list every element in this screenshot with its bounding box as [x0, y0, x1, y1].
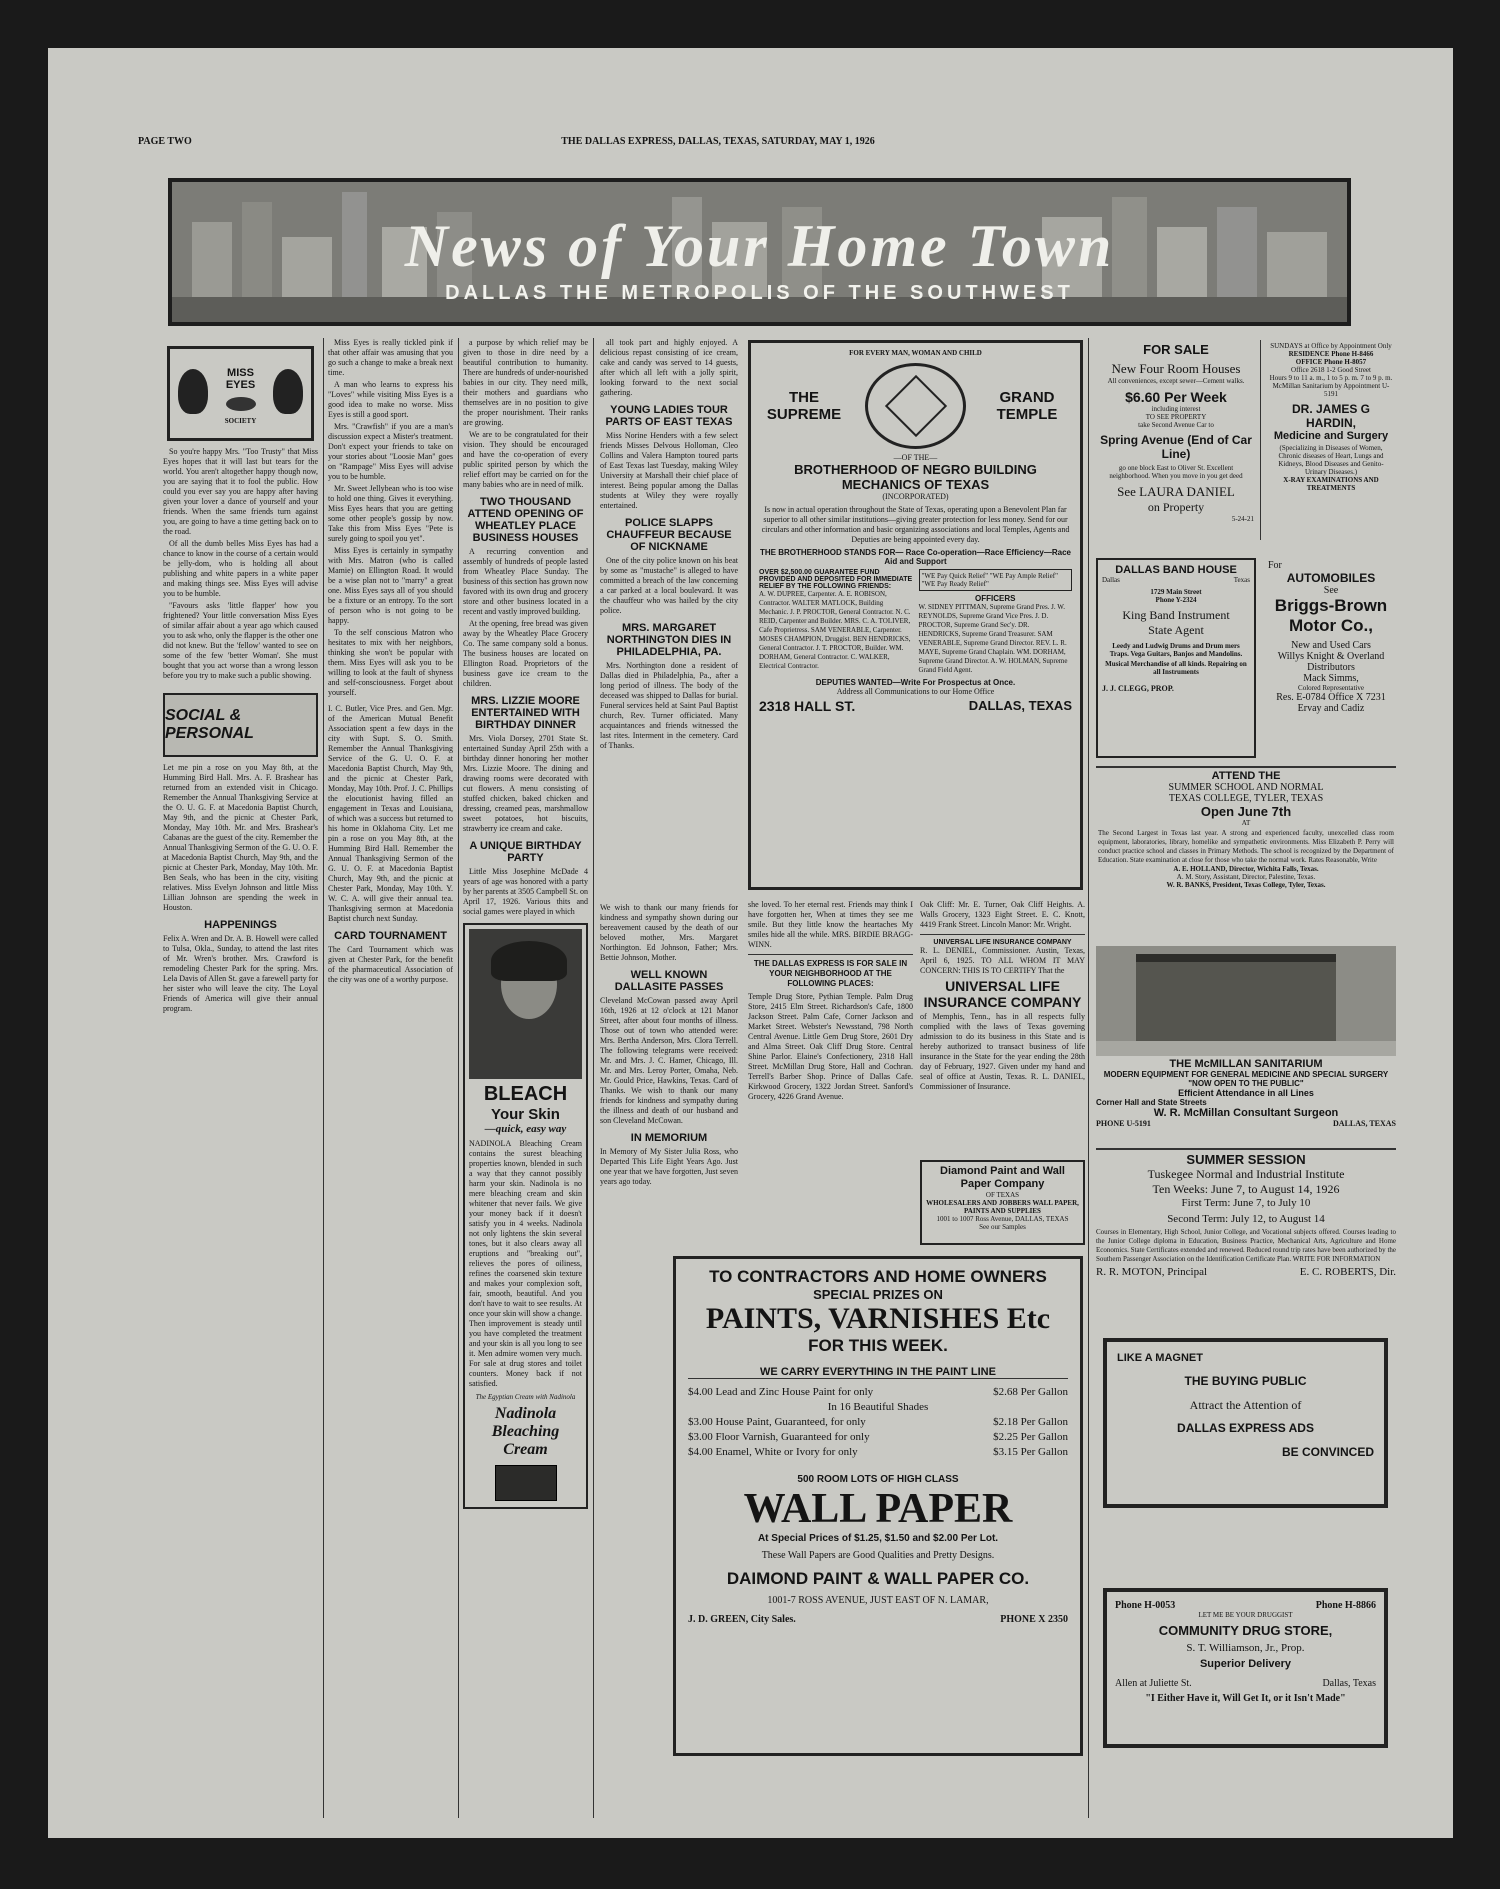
- column-paragraph: A recurring convention and assembly of hundreds of people lasted from Wheatley Place Sunday. The business of this section has grown now favored with its own drug and grocery store and other business located in a recent and vastly improved building.: [463, 547, 588, 616]
- paint-ad-line-1: TO CONTRACTORS AND HOME OWNERS: [709, 1267, 1047, 1286]
- texas-college-ad: [1096, 766, 1396, 941]
- bleach-title: BLEACH: [483, 1083, 568, 1105]
- paint-item-price: $3.15 Per Gallon: [993, 1446, 1068, 1458]
- band-line-2: State Agent: [1148, 623, 1204, 637]
- briggs-automobiles: AUTOMOBILES: [1286, 571, 1376, 585]
- in-memorium-heading: IN MEMORIUM: [630, 1132, 708, 1144]
- temple-city: DALLAS, TEXAS: [968, 698, 1072, 713]
- college-line-1: ATTEND THE: [1211, 770, 1281, 782]
- card-of-thanks: We wish to thank our many friends for kindness and sympathy shown during our bereavement caused by the death of our beloved mother, Mrs. Margaret Northington. Ed Johnson, Father; Mrs. Bettie Johnson, Mother.: [600, 903, 738, 962]
- band-city-right: Texas: [1233, 576, 1250, 584]
- band-phone: Phone Y-2324: [1155, 596, 1197, 604]
- miss-eyes-box: [167, 346, 314, 441]
- mcmillan-line-4: Corner Hall and State Streets: [1096, 1098, 1207, 1107]
- nadinola-ad: [463, 923, 588, 1509]
- band-title: DALLAS BAND HOUSE: [1115, 564, 1237, 576]
- in-memorium-text: In Memory of My Sister Julia Ross, who Departed This Life Eight Years Ago. Just one year that we have forgotten, Just seven years ago today.: [600, 1147, 738, 1186]
- column-paragraph: A man who learns to express his "Loves" while visiting Miss Eyes is a good idea to make no worse. Miss Eyes is still a good sport.: [328, 380, 453, 419]
- for-sale-line-8: go one block East to Oliver St. Excellent neighborhood. When you move in you get deed: [1109, 464, 1243, 480]
- for-sale-line-2: All conveniences, except sewer—Cement walks.: [1107, 377, 1245, 385]
- briggs-line-6: Res. E-0784 Office X 7231: [1276, 692, 1386, 703]
- silhouette-left-icon: [178, 369, 208, 414]
- paint-item-price: $2.18 Per Gallon: [993, 1416, 1068, 1428]
- tuskegee-line-5: Second Term: July 12, to August 14: [1167, 1213, 1325, 1225]
- hardin-line-3: OFFICE Phone H-8057: [1295, 358, 1367, 366]
- bleach-text: NADINOLA Bleaching Cream contains the surest bleaching properties known, blended in such a way that they cannot possibly harm your skin. Nadinola is no mere bleaching cream and skin whitener that never fails. We give your money back if it doesn't satisfy you in 4 weeks. Nadinola not only lightens the skin several tones, but it also clears away all eruptions and "breaking out", relieves the pores of oiliness, refines the coarsened skin texture and makes your complexion soft, fair, smooth, beautiful. And you don't have to wait to see results. At once your skin will show a change. Then improvement is steady until you have completed the treatment and your skin is all you long to see it. Men admire women very much. For sale at drug stores and toilet counters. Money back if not satisfied.: [469, 1139, 582, 1388]
- hardin-description: (Specializing in Diseases of Women, Chronic diseases of Heart, Lungs and Kidneys, Blood Diseases and Genito-Urinary Diseases.): [1278, 444, 1384, 476]
- paint-phone: PHONE X 2350: [1000, 1614, 1068, 1625]
- for-sale-line-1: New Four Room Houses: [1111, 361, 1241, 376]
- briggs-name-2: Motor Co.,: [1288, 616, 1374, 635]
- express-sale-list: Temple Drug Store, Pythian Temple. Palm Drug Store, 2415 Elm Street. Richardson's Cafe, 1800 Jackson Street. Palm Cafe, Corner Jackson and Market Street. Webster's Newsstand, 798 North Central Avenue. Little Gem Drug Store, 2601 Dry and Alma Street. Oak Cliff Drug Store. Central Shine Parlor. Elaine's Confectionery, 2318 Hall Street. McMillan Drug Store, Hall and Cochran. Terrell's Barber Shop. Prince of Dallas Cafe. Kirkwood Grocery, 1322 Jordan Street. Sanford's Grocery, 4226 Grand Avenue.: [748, 992, 913, 1101]
- paint-ad-line-2: SPECIAL PRIZES ON: [813, 1287, 943, 1302]
- college-holland: A. E. HOLLAND, Director, Wichita Falls, Texas.: [1173, 865, 1319, 873]
- briggs-line-7: Ervay and Cadiz: [1297, 703, 1365, 714]
- column-paragraph: Miss Norine Henders with a few select friends Misses Delvous Holloman, Cleo Collins and Valera Hampton toured parts of East Texas last Tuesday, making Wiley University at Marshall their chief place of interest. Being popular among the Dallas students at Wiley they were royally entertained.: [600, 431, 738, 510]
- hardin-line-5: Hours 9 to 11 a. m., 1 to 5 p. m. 7 to 9 p. m.: [1269, 374, 1393, 382]
- paint-item-desc: $3.00 Floor Varnish, Guaranteed for only: [688, 1431, 870, 1443]
- drug-let: LET ME BE YOUR DRUGGIST: [1198, 1611, 1293, 1619]
- college-story: A. M. Story, Assistant, Director, Palestine, Texas.: [1176, 873, 1316, 881]
- article-headline: MRS. MARGARET NORTHINGTON DIES IN PHILADELPHIA, PA.: [606, 622, 732, 658]
- magnet-line-4: DALLAS EXPRESS ADS: [1177, 1421, 1314, 1435]
- temple-address-line: Address all Communications to our Home Office: [836, 687, 995, 696]
- band-house-ad: [1096, 558, 1256, 758]
- drug-slogan: "I Either Have it, Will Get It, or it Isn't Made": [1145, 1693, 1346, 1704]
- sanitarium-building-photo: [1096, 946, 1396, 1056]
- briggs-line-3: Distributors: [1307, 662, 1355, 673]
- temple-stands-for: THE BROTHERHOOD STANDS FOR— Race Co-operation—Race Efficiency—Race Aid and Support: [759, 548, 1071, 566]
- express-sale-title: THE DALLAS EXPRESS IS FOR SALE IN YOUR NEIGHBORHOOD AT THE FOLLOWING PLACES:: [753, 959, 908, 988]
- mcmillan-line-3: Efficient Attendance in all Lines: [1178, 1088, 1314, 1098]
- hardin-line-4: Office 2618 1-2 Good Street: [1291, 366, 1371, 374]
- diamond-title: Diamond Paint and Wall Paper Company: [940, 1165, 1065, 1190]
- paint-item-desc: $3.00 House Paint, Guaranteed, for only: [688, 1416, 866, 1428]
- paint-item-desc: $4.00 Enamel, White or Ivory for only: [688, 1446, 858, 1458]
- drug-address-right: Dallas, Texas: [1322, 1678, 1376, 1689]
- hardin-line-2: RESIDENCE Phone H-8466: [1288, 350, 1374, 358]
- universal-name: UNIVERSAL LIFE INSURANCE COMPANY: [923, 978, 1082, 1010]
- mcmillan-line-5: W. R. McMillan Consultant Surgeon: [1153, 1107, 1339, 1119]
- column-1: [163, 338, 318, 1818]
- article-headline: YOUNG LADIES TOUR PARTS OF EAST TEXAS: [605, 404, 733, 428]
- column-paragraph: Little Miss Josephine McDade 4 years of age was honored with a party by her parents at 3505 Campbell St. on April 17, 1926. Various thits and social games were played in which: [463, 867, 588, 916]
- hardin-xray: X-RAY EXAMINATIONS AND TREATMENTS: [1283, 476, 1379, 492]
- mcmillan-line-1: MODERN EQUIPMENT FOR GENERAL MEDICINE AND SPECIAL SURGERY: [1103, 1070, 1389, 1079]
- paint-item-desc: $4.00 Lead and Zinc House Paint for only: [688, 1386, 874, 1398]
- magnet-ad: [1103, 1338, 1388, 1508]
- column-rule: [1260, 340, 1261, 540]
- column-6-lower: [920, 900, 1085, 1150]
- nadinola-logo: Nadinola Bleaching Cream: [491, 1405, 560, 1458]
- masthead-line: [138, 136, 1298, 147]
- temple-friends-list: A. W. DUPREE, Carpenter. A. E. ROBISON, Contractor. WALTER MATLOCK, Building Mechanic. J. P. PROCTOR, General Contractor. N. C. REID, Carpenter and Builder. MRS. C. A. TOLIVER, Cafe Proprietress. SAM VENERABLE, Carpenter. MOSES CHAMPION, Druggist. BEN HENDRICKS, General Contractor. J. T. PROCTOR, Builder. WM. DORHAM, General Contractor. C. WALKER, Electrical Contractor.: [759, 590, 911, 670]
- tuskegee-moton: R. R. MOTON, Principal: [1096, 1266, 1208, 1278]
- column-paragraph: Cleveland McCowan passed away April 16th, 1926 at 12 o'clock at 121 Manor Street, after about four months of illness. Those out of town who attended were: Mrs. Bertha Anderson, Mrs. Clora Terrell. The following telegrams were received: Mr. and Mrs. J. C. Hamer, Chicago, Ill. Mr. and Mrs. Leroy Porter, Omaha, Neb. Mr. Gould Price, Hawkins, Texas. Card of Thanks. We wish to thank our many friends for kindness and sympathy during the illness and death of our husband and son Cleveland McCowan.: [600, 996, 738, 1125]
- paint-item-price: $2.68 Per Gallon: [993, 1386, 1068, 1398]
- article-headline: MRS. LIZZIE MOORE ENTERTAINED WITH BIRTHDAY DINNER: [471, 695, 580, 731]
- miss-eyes-title: MISS EYES: [225, 367, 256, 391]
- column-paragraph: Mr. Sweet Jellybean who is too wise to hold one thing. Gives it everything. Miss Eyes hears that you are getting some other people's gossip by now. Take this from Miss Eyes "Pete is surely going to spoil you yet".: [328, 484, 453, 543]
- card-tournament-text: The Card Tournament which was given at Chester Park, for the benefit of the pharmaceutical Association of the city was one of a worthy purpose.: [328, 945, 453, 984]
- temple-slogans: "WE Pay Quick Relief" "WE Pay Ample Relief" "WE Pay Ready Relief": [919, 569, 1073, 591]
- column-paragraph: One of the city police known on his beat by some as "mustache" is alleged to have committed a breach of the law concerning a car parked at a local boulevard. It was the chauffeur who was hailed by the city police.: [600, 556, 738, 615]
- college-line-3: TEXAS COLLEGE, TYLER, TEXAS: [1168, 793, 1324, 804]
- hardin-name: DR. JAMES G HARDIN,: [1291, 402, 1370, 430]
- paint-company-name: DAIMOND PAINT & WALL PAPER CO.: [726, 1569, 1030, 1588]
- page-number: PAGE TWO: [138, 136, 192, 147]
- paint-ad-line-4: FOR THIS WEEK.: [808, 1336, 948, 1355]
- paint-address: 1001-7 ROSS AVENUE, JUST EAST OF N. LAMAR,: [767, 1595, 989, 1606]
- drug-phone-left: Phone H-0053: [1115, 1600, 1176, 1611]
- paints-varnishes-ad: [673, 1256, 1083, 1756]
- diamond-of: OF TEXAS: [985, 1191, 1020, 1199]
- temple-officers-list: W. SIDNEY PITTMAN, Supreme Grand Pres. J. W. REYNOLDS, Supreme Grand Vice Pres. J. D. PROCTOR, Supreme Grand Sec'y. DR. HENDRICKS, Supreme Grand Treasurer. SAM VENERABLE, Supreme Grand Director. REV. L. R. MAYE, Supreme Grand Chaplain. WM. DORHAM, Supreme Grand Director. A. W. HOLMAN, Supreme Grand Field Agent.: [918, 603, 1068, 674]
- bleach-tagline: —quick, easy way: [484, 1123, 567, 1135]
- column-rule: [1088, 338, 1089, 1818]
- hardin-line-6: McMillan Sanitarium by Appointment U-5191: [1272, 382, 1390, 398]
- article-headline: A UNIQUE BIRTHDAY PARTY: [469, 840, 582, 864]
- social-personal-heading-box: [163, 693, 318, 757]
- band-line-4: Musical Merchandise of all kinds. Repairing on all Instruments: [1105, 660, 1247, 676]
- column-paragraph: Miss Eyes is really tickled pink if that other affair was amusing that you go such a change to make a break next time.: [328, 338, 453, 377]
- for-sale-date: 5-24-21: [1231, 515, 1254, 523]
- mcmillan-title: THE McMILLAN SANITARIUM: [1169, 1058, 1323, 1070]
- temple-guarantee: OVER $2,500.00 GUARANTEE FUND PROVIDED AND DEPOSITED FOR IMMEDIATE RELIEF BY THE FOLLOWING FRIENDS:: [759, 569, 913, 590]
- drug-superior: Superior Delivery: [1199, 1658, 1292, 1670]
- column-rule: [593, 338, 594, 1818]
- briggs-line-2: Willys Knight & Overland: [1277, 651, 1385, 662]
- happenings-heading: HAPPENINGS: [204, 919, 277, 931]
- column-5-lower: [748, 900, 913, 1235]
- paint-price-row: [688, 1415, 1068, 1430]
- temple-of: —OF THE—: [893, 453, 938, 462]
- temple-org-name: BROTHERHOOD OF NEGRO BUILDING MECHANICS OF TEXAS: [794, 462, 1037, 492]
- column-rule: [323, 338, 324, 1818]
- briggs-see: See: [1323, 585, 1339, 596]
- hardin-ad: [1266, 340, 1396, 550]
- paint-ad-line-3: PAINTS, VARNISHES Etc: [705, 1302, 1051, 1335]
- column-paragraph: all took part and highly enjoyed. A delicious repast consisting of ice cream, cake and candy was served to 14 guests, after which all left with a jolly spirit, looking forward to the next social gathering.: [600, 338, 738, 397]
- wall-paper-title: WALL PAPER: [743, 1486, 1013, 1532]
- column-paragraph: Mrs. "Crawfish" if you are a man's discussion expect a Mister's treatment. Don't expect your friends to take on your stories about "Loosie Man" goes on "Rampage" Miss Eyes will advise you to be humble.: [328, 422, 453, 481]
- paint-ad-line-5: WE CARRY EVERYTHING IN THE PAINT LINE: [688, 1366, 1068, 1379]
- column-paragraph: Of all the dumb belles Miss Eyes has had a chance to know in the course of a certain would be jelly-dom, who is holding all about publishing and white papers in a white paper and making things see. Miss Eyes will advise you to be humble.: [163, 539, 318, 598]
- band-line-1: King Band Instrument: [1122, 608, 1230, 622]
- drug-phone-right: Phone H-8866: [1315, 1600, 1376, 1611]
- universal-text: R. L. DENIEL, Commissioner. Austin, Texas, April 6, 1925. TO ALL WHOM IT MAY CONCERN: THIS IS TO CERTIFY That the: [920, 946, 1085, 975]
- paint-price-list: [688, 1385, 1068, 1460]
- temple-description: Is now in actual operation throughout the State of Texas, operating upon a Benevolent Plan far superior to all other similar institutions—giving greater protection for less money. Send for our circulars and other information and basic organizing associations and local Temples, Agents and Deputies are being appointed every day.: [761, 505, 1070, 544]
- bleach-title-2: Your Skin: [491, 1106, 560, 1123]
- article-headline: WELL KNOWN DALLASITE PASSES: [614, 969, 724, 993]
- for-sale-line-5: TO SEE PROPERTY: [1145, 413, 1207, 421]
- temple-left-text: THE SUPREME: [766, 389, 842, 423]
- masthead: THE DALLAS EXPRESS, DALLAS, TEXAS, SATURDAY, MAY 1, 1926: [561, 136, 875, 147]
- tuskegee-description: Courses in Elementary, High School, Junior College, and Vocational subjects offered. Courses leading to the Junior College diploma in Education, Business Practice, Mechanical Arts, Agriculture and Home Economics. State Certificates extended and renewed. Reduced round trip rates have been authorized by the Southern Passenger Association on the Identification Certificate Plan. WRITE FOR INFORMATION: [1096, 1228, 1396, 1263]
- temple-incorporated: (INCORPORATED): [882, 492, 949, 501]
- column-rule: [458, 338, 459, 1818]
- hometown-banner: [168, 178, 1351, 326]
- for-sale-price: $6.60 Per Week: [1125, 389, 1227, 405]
- tuskegee-line-4: First Term: June 7, to July 10: [1181, 1197, 1311, 1209]
- temple-right-text: GRAND TEMPLE: [996, 389, 1058, 423]
- column-paragraph: "Favours asks 'little flapper' how you frightened? Your little conversation Miss Eyes of similar affair about a year ago which caused you to ask who, only the flapper is the other one did not knew. But the 'fellow' wanted to see on some of the few 'better Woman'. She must bought that you act worse than a wrong lesson before you try to make such a public showing.: [163, 601, 318, 680]
- magnet-line-2: THE BUYING PUBLIC: [1184, 1374, 1307, 1388]
- tuskegee-line-2: Tuskegee Normal and Industrial Institute: [1147, 1167, 1345, 1181]
- tuskegee-line-3: Ten Weeks: June 7, to August 14, 1926: [1152, 1182, 1340, 1196]
- magnet-line-3: Attract the Attention of: [1189, 1398, 1302, 1412]
- for-sale-line-7: Spring Avenue (End of Car Line): [1100, 433, 1252, 461]
- band-city-left: Dallas: [1102, 576, 1120, 584]
- band-address: 1729 Main Street: [1150, 588, 1202, 596]
- article-headline: POLICE SLAPPS CHAUFFEUR BECAUSE OF NICKNAME: [606, 517, 732, 553]
- universal-text-2: of Memphis, Tenn., has in all respects fully complied with the laws of Texas governing admission to do its business in this State and is hereby authorized to transact business of life insurance in the State for the year ending the 28th day of February, 1927. Given under my hand and seal of office at Austin, Texas. R. L. DANIEL, Commissioner of Insurance.: [920, 1012, 1085, 1091]
- for-sale-line-4: including interest: [1151, 405, 1201, 413]
- diamond-address: 1001 to 1007 Ross Avenue, DALLAS, TEXAS: [936, 1215, 1069, 1223]
- temple-officers-title: OFFICERS: [975, 594, 1016, 603]
- tuskegee-roberts: E. C. ROBERTS, Dir.: [1299, 1266, 1396, 1278]
- for-sale-line-6: take Second Avenue Car to: [1138, 421, 1214, 429]
- for-sale-ad: [1096, 340, 1256, 550]
- bleach-caption: The Egyptian Cream with Nadinola: [475, 1393, 576, 1401]
- diamond-paint-small-ad: [920, 1160, 1085, 1245]
- college-line-2: SUMMER SCHOOL AND NORMAL: [1168, 782, 1324, 793]
- for-sale-line-10: on Property: [1147, 500, 1205, 514]
- drug-address-left: Allen at Juliette St.: [1115, 1678, 1192, 1689]
- community-drug-ad: [1103, 1588, 1388, 1748]
- college-banks: W. R. BANKS, President, Texas College, Tyler, Texas.: [1166, 881, 1326, 889]
- college-line-5: AT: [1241, 819, 1251, 827]
- hardin-specialty: Medicine and Surgery: [1273, 430, 1389, 442]
- column-paragraph: Mrs. Northington done a resident of Dallas died in Philadelphia, Pa., after a long period of illness. The body of the deceased was shipped to Dallas for burial. Funeral services held at Saint Paul Baptist church, Rev. Turner officiated. Many acquaintances and friends witnessed the last rites. Interment in the cemetery. Card of Thanks.: [600, 661, 738, 750]
- for-sale-title: FOR SALE: [1143, 342, 1209, 357]
- eye-icon: [226, 397, 256, 411]
- temple-deputies: DEPUTIES WANTED—Write For Prospectus at Once.: [815, 678, 1016, 687]
- social-text-continued: I. C. Butler, Vice Pres. and Gen. Mgr. of the American Mutual Benefit Association spent a few days in the city with Supt. S. O. Smith. Remember the Annual Thanksgiving Service of the G. U. O. F. at Macedonia Baptist Church, May 9th, and the picnic at Chester Park, Monday, May 10th. Prof. J. C. Phillips the elocutionist having filled an engagement in Texas and Louisiana, of which was a success but returned to his home in Oklahoma City. Let me pin a rose on you May 8th, at the Humming Bird Hall. Remember the Annual Thanksgiving Sermon of the G. U. O. F. at Macedonia Baptist Church, May 9th, and the picnic at Chester Park, Monday, May 10th. Y. W. C. A. will give their annual tea. Thanksgiving sermon at Macedonia Baptist church next Sunday.: [328, 704, 453, 923]
- cream-jar-icon: [495, 1465, 557, 1501]
- drug-name: COMMUNITY DRUG STORE,: [1158, 1623, 1333, 1638]
- temple-ad: [748, 340, 1083, 890]
- briggs-brown-ad: [1266, 558, 1396, 758]
- tuskegee-ad: [1096, 1148, 1396, 1328]
- briggs-line-1: New and Used Cars: [1291, 640, 1371, 651]
- column-paragraph: We are to be congratulated for their vision. They should be encouraged and have the co-operation of every public spirited person by which the relief effort may be carried on for the many babies who are in need of milk.: [463, 430, 588, 489]
- column-paragraph: To the self conscious Matron who hesitates to mix with her neighbors, thinking she won't be popular with them. Miss Eyes will ask you to be willing to look at the fault of shyness and self-consciousness. Forget about yourself.: [328, 628, 453, 697]
- column-3: [463, 338, 588, 1818]
- column-paragraph: Mrs. Viola Dorsey, 2701 State St. entertained Sunday April 25th with a birthday dinner honoring her mother Mrs. Lizzie Moore. The dining and drawing rooms were decorated with cut flowers. A menu consisting of stuffed chicken, baked chicken and dressing, creamed peas, marshmallow sweet potatoes, hot biscuits, strawberry ice cream and cake.: [463, 734, 588, 833]
- paint-item-desc: In 16 Beautiful Shades: [827, 1401, 929, 1413]
- banner-subtitle: DALLAS THE METROPOLIS OF THE SOUTHWEST: [445, 282, 1074, 304]
- newspaper-page: [48, 48, 1453, 1838]
- temple-top-line: FOR EVERY MAN, WOMAN AND CHILD: [849, 349, 982, 357]
- silhouette-right-icon: [273, 369, 303, 414]
- mcmillan-ad: [1096, 946, 1396, 1141]
- paint-ad-line-9: These Wall Papers are Good Qualities and Pretty Designs.: [761, 1550, 995, 1561]
- paint-sales: J. D. GREEN, City Sales.: [688, 1614, 796, 1625]
- briggs-line-4: Mack Simms,: [1303, 673, 1359, 684]
- social-text: Let me pin a rose on you May 8th, at the Humming Bird Hall. Mrs. A. F. Brashear has returned from an extended visit in Chicago. Remember the Annual Thanksgiving Service at the O. U. G. F. at Macedonia Baptist Church, May 9th, and the picnic at Chester Park, Monday, May 10th. Mr. and Mrs. Brashear's Cabanas are the guest of the city. Remember the Annual Thanksgiving Sermon of the G. U. O. F. at Macedonia Baptist Church, May 9th, and the picnic at Chester Park, Monday, May 10th. Mr. Ben Seals, who has been in the city, visiting relatives. Miss Evelyn Johnson and little Miss Lillian Johnson are spending the week in Houston.: [163, 763, 318, 912]
- woman-portrait-photo: [469, 929, 582, 1079]
- paint-price-row: [688, 1385, 1068, 1400]
- happenings-text: Felix A. Wren and Dr. A. B. Howell were called to Tulsa, Okla., Sunday, to attend the last rites of Mr. Wren's brother. Mrs. Crawford is remodeling Chester Park for the spring. Mrs. Lela Davis of Allen St. gave a farewell party for her sister who will leave the city. The Loyal Friends of America will give their annual program.: [163, 934, 318, 1013]
- tuskegee-line-1: SUMMER SESSION: [1186, 1152, 1306, 1167]
- social-personal-title: SOCIAL & PERSONAL: [165, 707, 254, 742]
- universal-top: UNIVERSAL LIFE INSURANCE COMPANY: [933, 939, 1072, 946]
- drug-prop: S. T. Williamson, Jr., Prop.: [1186, 1642, 1305, 1654]
- column-2: [328, 338, 453, 1818]
- column-4: [600, 338, 738, 898]
- band-line-3: Leedy and Ludwig Drums and Drum mers Traps. Vega Guitars, Banjos and Mandolins.: [1109, 642, 1243, 658]
- paint-item-price: $2.25 Per Gallon: [993, 1431, 1068, 1443]
- miss-eyes-subtitle: SOCIETY: [224, 417, 257, 425]
- hardin-line-1: SUNDAYS at Office by Appointment Only: [1270, 342, 1392, 350]
- temple-emblem-icon: [865, 363, 966, 449]
- paint-price-row: [688, 1400, 1068, 1415]
- column-4-lower: [600, 903, 738, 1273]
- briggs-line-5: Colored Representative: [1298, 684, 1364, 692]
- magnet-line-1: LIKE A MAGNET: [1117, 1352, 1203, 1364]
- college-line-4: Open June 7th: [1200, 804, 1292, 819]
- for-sale-line-9: See LAURA DANIEL: [1117, 484, 1235, 499]
- paint-price-row: [688, 1445, 1068, 1460]
- college-description: The Second Largest in Texas last year. A strong and experienced faculty, unexcelled class room equipment, laboratories, library, homelike and sympathetic environments. Miss Elizabeth P. Perry will conduct practice school and classes in Primary Methods. The school is recognized by the Department of Education. State examination at close for those who take the normal work. Rates Reasonable, Write: [1098, 829, 1394, 864]
- paint-ad-line-6: 500 ROOM LOTS OF HIGH CLASS: [797, 1474, 959, 1485]
- band-proprietor: J. J. CLEGG, PROP.: [1102, 684, 1174, 693]
- diamond-see: See our Samples: [979, 1223, 1026, 1231]
- column-paragraph: So you're happy Mrs. "Too Trusty" that Miss Eyes hopes that it will last but tears for the world. You aren't altogether happy though now, you are saying that it to fool the public. How could you ever say you are happy after having given your lover a dance of yourself and your friends. When the same friends turn against you, are going to have a time getting back on to the road.: [163, 447, 318, 536]
- mcmillan-line-2: "NOW OPEN TO THE PUBLIC": [1188, 1079, 1304, 1088]
- paint-price-row: [688, 1430, 1068, 1445]
- paint-ad-line-8: At Special Prices of $1.25, $1.50 and $2.00 Per Lot.: [757, 1533, 999, 1544]
- column-paragraph: a purpose by which relief may be given to those in dire need by a beautiful contribution to humanity. There are hundreds of under-nourished babies in our city. They need milk, their mothers and guardians who themselves are in no position to give the proper nourishment. Their ranks are growing.: [463, 338, 588, 427]
- magnet-line-5: BE CONVINCED: [1281, 1445, 1374, 1459]
- diamond-sub: WHOLESALERS AND JOBBERS WALL PAPER, PAINTS AND SUPPLIES: [926, 1199, 1079, 1215]
- oak-cliff-list: Oak Cliff: Mr. E. Turner, Oak Cliff Heights. A. Walls Grocery, 1323 Eight Street. E. C. Knott, 4419 Frank Street. Lincoln Manor: Mr. Wright.: [920, 900, 1085, 929]
- temple-address: 2318 HALL ST.: [759, 698, 856, 714]
- banner-title: News of Your Home Town: [404, 213, 1115, 279]
- article-headline: TWO THOUSAND ATTEND OPENING OF WHEATLEY PLACE BUSINESS HOUSES: [467, 496, 584, 544]
- card-tournament-heading: CARD TOURNAMENT: [334, 930, 447, 942]
- column-paragraph: At the opening, free bread was given away by the Wheatley Place Grocery Co. The same company sold a bonus. The business houses are located on Ellington Road. Proprietors of the business gave ice cream to the children.: [463, 619, 588, 688]
- column-paragraph: Miss Eyes is certainly in sympathy with Mrs. Matron (who is called Mamie) on Ellington Road. It would be a wise plan not to "marry" a great one. Miss Eyes says all of you should be a fixture or an entropy. To the sort of person who is not going to be happy.: [328, 546, 453, 625]
- briggs-for: For: [1268, 560, 1282, 571]
- mcmillan-city: DALLAS, TEXAS: [1333, 1119, 1396, 1128]
- memorial-poem: she loved. To her eternal rest. Friends may think I have forgotten her, When at times they see me smile. But they little know the heartaches My smiles hide all the while. MRS. BIRDIE BRAGG-WINN.: [748, 900, 913, 949]
- mcmillan-phone: PHONE U-5191: [1096, 1119, 1151, 1128]
- briggs-name-1: Briggs-Brown: [1274, 596, 1388, 615]
